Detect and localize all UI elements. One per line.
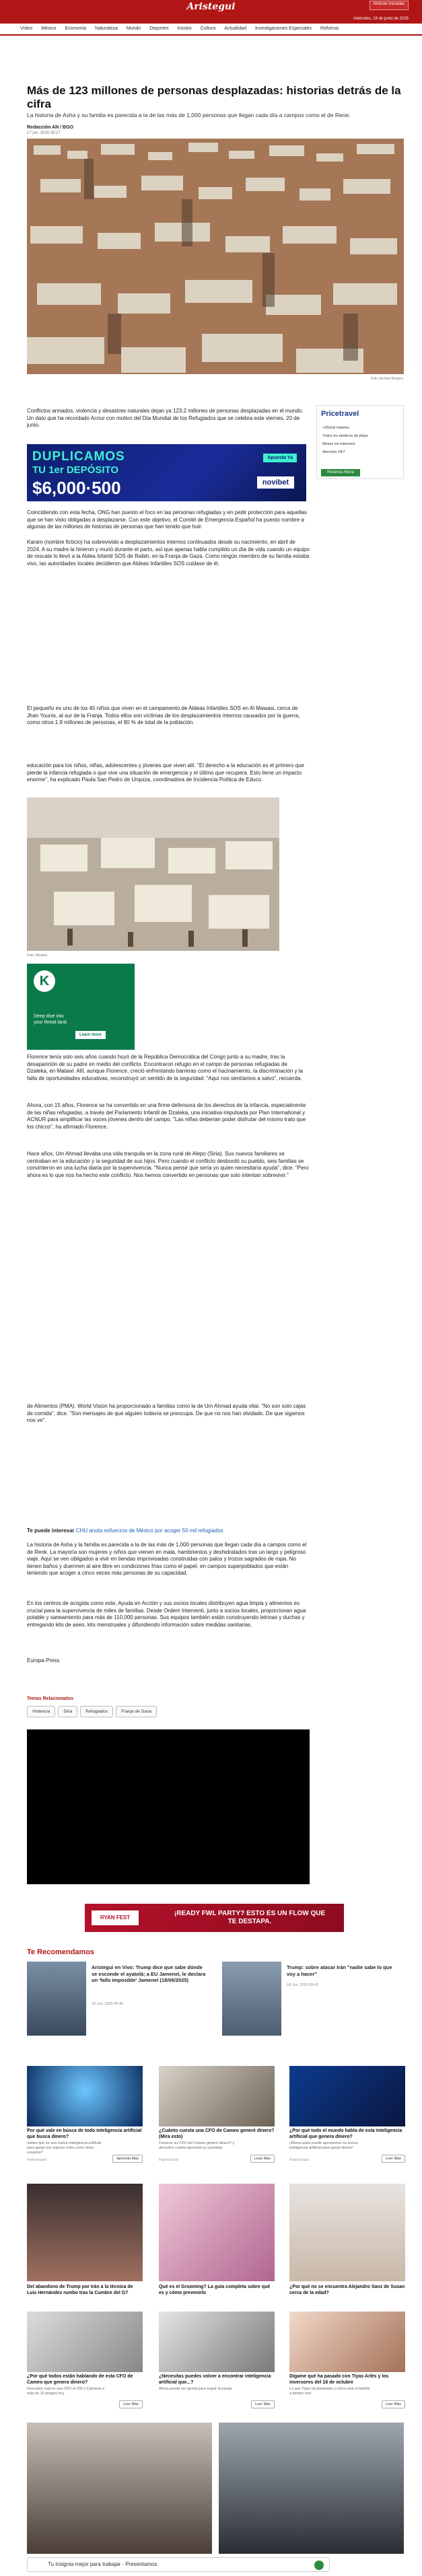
article-paragraph: educación para los niños, niñas, adolescentes y jóvenes que viven allí. "El derecho a la educación es el primero que pierde la infancia refugiada o que vive una situación de emergencia y el último que recupera. Esto tiene un impacto enorme", ha explicado Paula San Pedro de Urquiza, coordinadora de Incidencia Política de Educo.: [27, 762, 304, 783]
article-paragraph: Hace años, Um Ahmad llevaba una vida tranquila en la zona rural de Alepo (Siria). Sus nuevos familiares se centraban en la educación y la seguridad de sus hijos. Pero cuando el conflicto desbordó su pueblo, seis familias se convirtieron en una lucha diaria por la supervivencia. "Nunca pensé que sería yo quien necesitaría ayuda", dice. "Pero ahora es lo que nos ha hecho este conflicto. Nos hemos convertido en personas que solo intentan sobrevivir.": [27, 1151, 309, 1178]
article-subtitle: La historia de Asha y su familia es parecida a la de las más de 1,000 personas que llegan cada día a campos como el de Rene.: [27, 112, 351, 118]
related-label: Te puede interesar: [27, 1528, 75, 1534]
learn-more-button[interactable]: Learn more: [75, 1031, 106, 1039]
related-link-text[interactable]: CHU anota esfuerzos de México por acoger 50 mil refugiados: [75, 1528, 223, 1534]
article-paragraph: Coincidiendo con esta fecha, ONG han puesto el foco en las personas refugiadas y en pedir protección para aquellas que se han visto obligadas a desplazarse. Con este objetivo, el Comité de Emergencia Español ha puesto nombre a algunas de las millones de historias de personas que han tenido que huir.: [27, 509, 307, 530]
recommended-thumbnail: [222, 1962, 281, 2036]
nav-item-actualidad[interactable]: Actualidad: [224, 26, 246, 31]
nav-item-naturaleza[interactable]: Naturaleza: [95, 26, 118, 31]
sponsored-headline[interactable]: Dígame qué ha pasado con Tiyas Arlés y los inversores del 18 de octubre: [289, 2374, 389, 2385]
sponsored-card[interactable]: [27, 2312, 143, 2412]
pricetravel-logo: Pricetravel: [321, 410, 359, 418]
article-date: 17 jun, 2025 08:27: [27, 131, 61, 135]
sponsored-cta-button[interactable]: Leer Más: [382, 2155, 405, 2163]
article-paragraph: Conflictos armados, violencia y desastres naturales dejan ya 123.2 millones de personas desplazadas en el mundo. Un dato que ha recordado Acnur con motivo del Día Mundial de los Refugiados que se celebra este viernes, 20 de junio.: [27, 408, 304, 428]
sponsored-image: [289, 2312, 405, 2372]
sponsored-cta-button[interactable]: Leer Más: [251, 2400, 275, 2408]
book-now-button[interactable]: Reserva Ahora: [321, 469, 360, 476]
ad-text: ¡READY FWL PARTY? ESTO ES UN FLOW QUE TE DESTAPA.: [174, 1910, 326, 1925]
article-paragraph: En los centros de acogida como este, Ayuda en Acción y sus socios locales distribuyen agua limpia y alimentos es crucial para la supervivencia de miles de familias. Desde Ordem Interventi, junto a socios locales, proporcionan agua potable y saneamiento para más de 110,000 personas. Sus equipos también están construyendo letrinas y duchas y entregando kits de aseo, kits menstruales y difundiendo información sobre medidas sanitarias.: [27, 1600, 306, 1628]
top-bar: [0, 0, 422, 24]
recommended-title: Te Recomendamos: [27, 1948, 95, 1956]
article-paragraph: El pequeño es uno de los 45 niños que viven en el campamento de Aldeas Infantiles SOS en Al Mawasi, cerca de Jhan Younis, al sur de la Franja. Todos ellos son víctimas de los desplazamientos internos causados por la guerra, como otros 1.9 millones de personas, el 90 % de total de la población.: [27, 705, 300, 725]
sponsored-image: [159, 2312, 275, 2372]
ad-row: Meses sin intereses: [322, 442, 355, 446]
recommended-headline[interactable]: Aristegui en Vivo: Trump dice que sabe dónde se esconde el ayatolá; a EU Jameneí, le declara un 'fallo imposible' Jameneí (18/06/2025): [92, 1964, 206, 1983]
nav-item-mundo[interactable]: Mundo: [126, 26, 141, 31]
sponsored-image: [27, 2066, 143, 2126]
photo-credit: Foto: Reuters: [27, 954, 48, 958]
recommended-card[interactable]: [222, 1962, 404, 2039]
login-button[interactable]: Noticias Iniciadas: [370, 1, 409, 10]
pricetravel-ad[interactable]: [316, 405, 404, 479]
sponsored-description: Ahora puede ser genial para seguir la pareja: [159, 2387, 232, 2391]
sponsored-headline[interactable]: ¿Por qué no se encuentra Alejandro Sanz de Susan cerca de la edad?: [289, 2285, 405, 2295]
sponsored-image[interactable]: [27, 2423, 212, 2554]
sponsored-card[interactable]: [159, 2066, 275, 2167]
sponsored-label: Patrocinado: [289, 2158, 310, 2162]
whatsapp-icon[interactable]: [314, 2561, 324, 2570]
sponsored-card[interactable]: [159, 2312, 275, 2412]
sponsored-label: Patrocinado: [27, 2158, 47, 2162]
recommended-date: 18 Jun, 2025 08:40: [92, 2002, 124, 2006]
sponsored-description: Sabes qué es una nueva inteligencia artificial para ganar ese ingreso extra como otros usuarios?: [27, 2141, 102, 2155]
sponsored-headline[interactable]: Por qué vale en búsca de todo inteligencia artificial que busca dinero?: [27, 2128, 142, 2139]
sponsored-headline[interactable]: ¿Por qué todo el mundo habla de esta inteligencia artificial que genera dinero?: [289, 2128, 402, 2139]
nav-item-kiosko[interactable]: Kiosko: [177, 26, 192, 31]
recommended-headline[interactable]: Trump: sobre atacar Irán "nadie sabe lo que voy a hacer": [287, 1964, 392, 1977]
recommended-card[interactable]: [27, 1962, 209, 2039]
sponsored-card[interactable]: [159, 2184, 275, 2295]
nav-item-reforma[interactable]: Reforma: [320, 26, 339, 31]
ad-row: Todos los destinos de playa: [322, 434, 368, 438]
sponsored-cta-button[interactable]: Leer Más: [119, 2400, 143, 2408]
ryan-fest-logo: RYAN FEST: [92, 1910, 139, 1925]
sponsored-description: Descubre cuál es una CFO el 200 y Cámaras s más de 10 amigos hoy: [27, 2387, 105, 2396]
tag-siria[interactable]: Siria: [58, 1706, 77, 1717]
sponsored-card[interactable]: [289, 2312, 405, 2412]
sponsored-image: [27, 2312, 143, 2372]
ad-subheadline: TU 1er DEPÓSITO: [32, 464, 119, 476]
site-logo[interactable]: Aristegui: [186, 1, 236, 12]
sponsored-cta-button[interactable]: Lean Más: [250, 2155, 275, 2163]
novibet-ad[interactable]: [27, 444, 306, 501]
article-paragraph: Florence tenía solo seis años cuando huyó de la República Democrática del Congo junto a su madre, tras la desaparición de su padre en medio del conflicto. Encontraron refugio en el campo de personas refugiadas de Dzaleka, en Malawi. Allí, aunque Florence, creció enfrentando barreras como el hacinamiento, la discriminación y la falta de oportunidades educativas, reconstruyó un sentido de la seguridad: "Aquí nos sentíamos a salvo", recuerda.: [27, 1054, 303, 1081]
ad-amount: $6,000·500: [32, 478, 121, 498]
related-topics-title: Temas Relacionados: [27, 1696, 74, 1701]
sponsored-headline[interactable]: ¿Necesitas puedes volver a encontrar inteligencia artificial que...?: [159, 2374, 271, 2385]
recommended-date: 18 Jun, 2025 09:41: [287, 1983, 319, 1987]
sponsored-image: [289, 2066, 405, 2126]
article-paragraph: de Alimentos (PMA). World Vision ha proporcionado a familias como la de Um Ahmad ayuda vital. "No son solo cajas de comida", dice. "Son mensajes de que alguien todavía se preocupa. De que no nos han olvidado. De que sigamos nos ve".: [27, 1403, 306, 1423]
sponsored-image: [27, 2184, 143, 2281]
ryan-fest-ad[interactable]: [85, 1904, 344, 1932]
hero-photo-credit: Foto: Archivo Reuters: [370, 377, 403, 381]
sponsored-card[interactable]: [27, 2066, 143, 2167]
sponsored-card[interactable]: [27, 2184, 143, 2295]
tag-violencia[interactable]: Violencia: [27, 1706, 55, 1717]
article-paragraph: La historia de Asha y la familia es parecida a la de las más de 1,000 personas que llegan cada día a campos como el de Renk. La mayoría son mujeres y niños que vienen en mala, hambrientos y deshidratados tras un largo y peligroso viaje. Aquí se ven obligados a vivir en tiendas improvisadas construidas con palos y trozos sagrados de ropa. No tienen baños y duermen al aire libre en condiciones frías como el papel, en campos superpoblados que están teniendo que acoger a cinco veces más personas de su capacidad.: [27, 1542, 307, 1576]
ad-headline: DUPLICAMOS: [32, 450, 125, 464]
sponsored-image[interactable]: [219, 2423, 404, 2554]
novibet-logo: novibet: [257, 476, 294, 489]
related-link[interactable]: [27, 1528, 223, 1534]
nav-item-deportes[interactable]: Deportes: [149, 26, 169, 31]
nav-item-investigaciones[interactable]: Investigaciones Especiales: [254, 26, 312, 31]
nav-item-economia[interactable]: Economía: [65, 26, 87, 31]
sponsored-image: [159, 2184, 275, 2281]
kaspersky-logo-icon: K: [34, 970, 55, 992]
kaspersky-ad[interactable]: [27, 964, 135, 1050]
nav-item-cultura[interactable]: Cultura: [200, 26, 216, 31]
sponsored-headline[interactable]: ¿Por qué todos están hablando de esta CFO de Cameo que genera dinero?: [27, 2374, 133, 2385]
bottom-ad-text: Tu insignia mejor para trabajar - Presentamos: [48, 2561, 157, 2567]
ad-cta-button[interactable]: Apuesta Ya: [263, 454, 297, 462]
article-paragraph: Karam (nombre ficticio) ha sobrevivido a desplazamientos internos continuados desde su nacimiento, en abril de 2024. A su madre la hirieron y murió durante el parto, así que apenas habla cumplido un día de vida cuando un equipo de rescate lo llevó a la Aldea Infantil SOS de Rafah, en la Franja de Gaza. Como ningún miembro de su familia estaba vivo, las autoridades locales decidieron que Aldeas Infantiles SOS cuidase de él.: [27, 539, 310, 567]
article-source: Europa Press: [27, 1657, 60, 1663]
tag-refugiados[interactable]: Refugiados: [80, 1706, 113, 1717]
ad-row: +250mil Hoteles: [322, 426, 349, 430]
sponsored-cta-button[interactable]: Aprenda Más: [112, 2155, 143, 2163]
article-title: Más de 123 millones de personas desplazadas: historias detrás de la cifra: [27, 84, 401, 110]
sponsored-headline[interactable]: Del abandono de Trump por Irán a la técnica de Luis Hernández rumbo tras la Cumbre del G7: [27, 2285, 133, 2295]
nav-divider: [0, 34, 422, 36]
header-date: miércoles, 18 de junio de 2025: [353, 17, 409, 21]
sponsored-headline[interactable]: ¿Cuánto cuesta una CFO de Cameo generé dinero? (Mira esto): [159, 2128, 275, 2139]
article-paragraph: Ahora, con 15 años, Florence se ha convertido en una firme defensora de los derechos de la infancia, especialmente de las niñas refugiadas, a través del Parlamento Infantil de Dzaleka, una iniciativa impulsada por Plan International y ACNUR para amplificar las voces jóvenes dentro del campo. "Las niñas deberían poder disfrutar del mismo trato que los chicos", ha afirmado Florence.: [27, 1102, 306, 1130]
sponsored-image: [159, 2066, 275, 2126]
sponsored-label: Patrocinado: [159, 2158, 179, 2162]
sponsored-image: [289, 2184, 405, 2281]
nav-item-mexico[interactable]: México: [41, 26, 57, 31]
bottom-sticky-ad[interactable]: [27, 2557, 330, 2572]
main-nav: [0, 24, 422, 34]
tag-franja-de-gaza[interactable]: Franja de Gaza: [116, 1706, 157, 1717]
article-photo: [27, 797, 279, 951]
ad-row: Atención 24/7: [322, 450, 345, 454]
sponsored-card[interactable]: [289, 2066, 405, 2167]
video-player[interactable]: [27, 1729, 310, 1884]
nav-item-video[interactable]: Vídeo: [20, 26, 33, 31]
refugee-camp-image: [27, 139, 404, 374]
sponsored-description: ¡Ahora usted puede aprovechar su nueva inteligencia artificial para ganar dinero!: [289, 2141, 358, 2150]
sponsored-headline[interactable]: Qué es el Grooming? La guía completa sobre qué es y cómo prevenirlo: [159, 2285, 271, 2295]
camp-tents-image: [27, 797, 279, 951]
article-author: Redacción AN / BGO: [27, 125, 73, 130]
sponsored-description: Lo que Tiyas ha planteado y cómo está el bolsillo a tiempo real: [289, 2387, 370, 2396]
hero-photo: [27, 139, 404, 374]
sponsored-card[interactable]: [289, 2184, 405, 2295]
ad-text: Deep dive into your threat land.: [34, 1014, 68, 1025]
sponsored-description: Conocer su CFO del Cameo generé dinero? y descubre cuánto aprendió su cuentista: [159, 2141, 235, 2150]
sponsored-cta-button[interactable]: Leer Más: [382, 2400, 405, 2408]
sponsored-bottom-images: [27, 2423, 404, 2554]
related-topics: [27, 1706, 157, 1717]
recommended-thumbnail: [27, 1962, 86, 2036]
